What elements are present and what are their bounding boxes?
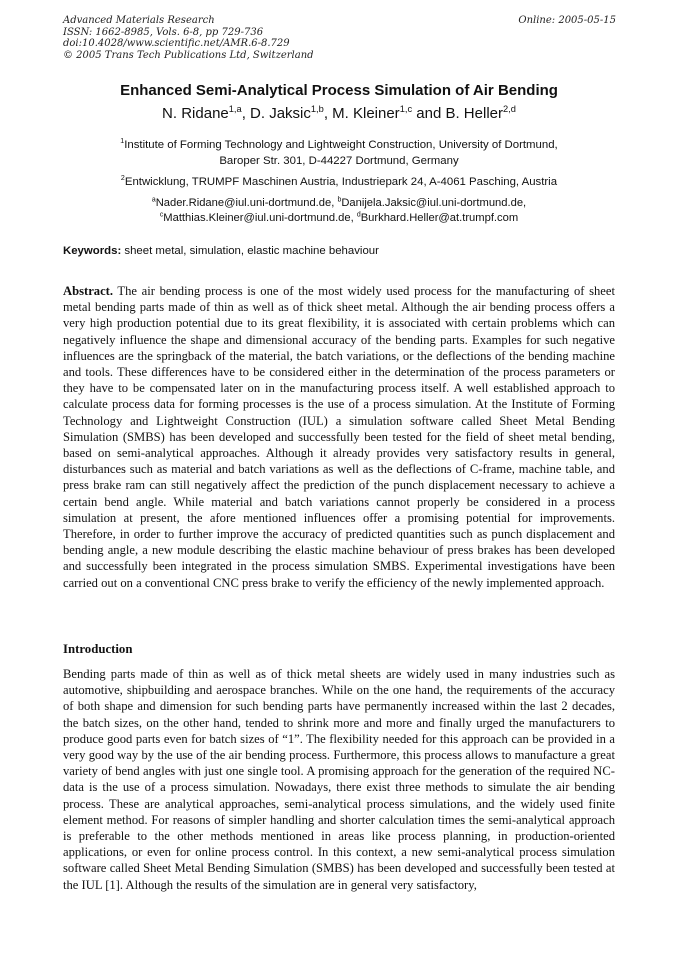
introduction-heading: Introduction: [63, 642, 133, 656]
author-separator: and: [412, 105, 446, 122]
email-mark: a: [151, 196, 156, 204]
author-name: D. Jaksic: [250, 105, 311, 122]
author-list: [0, 105, 678, 122]
affiliation-1: [0, 137, 678, 169]
author-affiliation-mark: 1,a: [228, 104, 242, 114]
affiliation-2: [0, 174, 678, 190]
keywords-label: Keywords:: [63, 245, 122, 257]
email-mark: c: [159, 210, 164, 218]
journal-header: [63, 15, 314, 61]
affiliation-mark: 2: [120, 175, 125, 183]
author-name: M. Kleiner: [332, 105, 400, 122]
paper-title: Enhanced Semi-Analytical Process Simulation of Air Bending: [120, 82, 558, 99]
affiliation-line: Institute of Forming Technology and Lightweight Construction, University of Dortmund,: [124, 139, 558, 151]
email-block: [0, 196, 678, 225]
author-separator: ,: [323, 105, 333, 122]
email-mark: b: [337, 196, 342, 204]
doi-line[interactable]: doi:10.4028/www.scientific.net/AMR.6-8.729: [63, 38, 290, 49]
affiliation-line: Baroper Str. 301, D-44227 Dortmund, Germany: [219, 155, 459, 167]
introduction-paragraph: Bending parts made of thin as well as of thick metal sheets are widely used in many industries such as automotive, shipbuilding and aerospace branches. While on the one hand, the requirements of the accuracy of both shape and dimension for such bending parts have permanently increased within the last 2 decades, the batch sizes, on the other hand, tended to shrink more and more and finally urged the manufacturers to produce good parts even for batch sizes of “1”. The flexibility needed for this approach can be provided in a very good way by the use of the air bending process. Furthermore, this process allows to manufacture a great variety of bend angles with just one single tool. A promising approach for the generation of the required NC-data is the use of a process simulation. Nowadays, there exist three methods to simulate the air bending process. These are analytical approaches, semi-analytical process simulations, and the widely used finite element method. For reasons of simpler handling and shorter calculation times the semi-analytical approach is preferable to the other methods mentioned in areas like process planning, in production-oriented applications, or even for online process control. In this context, a new semi-analytical process simulation software called Sheet Metal Bending Simulation (SMBS) has been developed and successfully been tested at the IUL [1]. Although the results of the simulation are in general very satisfactory,: [63, 667, 615, 892]
abstract-label: Abstract.: [63, 284, 114, 298]
email-address[interactable]: Burkhard.Heller@at.trumpf.com: [360, 211, 519, 224]
email-address[interactable]: Danijela.Jaksic@iul.uni-dortmund.de,: [341, 197, 527, 209]
copyright-line: © 2005 Trans Tech Publications Ltd, Switzerland: [63, 49, 314, 61]
abstract-text: The air bending process is one of the most widely used process for the manufacturing of sheet metal bending parts made of thin as well as of thick sheet metal. Although the air bending process offers a very high production potential due to its great flexibility, it is associated with certain problems which can negatively influence the shape and dimensional accuracy of the bending parts. Examples for such negative influences are the springback of the material, the batch variations, or the deflections of the bending machine and tools. These differences have to be considered either in the determination of the process parameters or they have to be compensated later on in the manufacturing process itself. A well established approach to calculate process data for forming processes is the use of a process simulation. At the Institute of Forming Technology and Lightweight Construction (IUL) a simulation software called Sheet Metal Bending Simulation (SMBS) has been developed and successfully been tested for the field of sheet metal bending, based on semi-analytical approaches. Although it already provides very satisfactory results in general, disturbances such as material and batch variations as well as the deflections of C-frame, machine table, and press brake ram can still negatively affect the prediction of the punch displacement necessary to achieve a certain bend angle. While material and batch variations cannot properly be considered in a process simulation at present, the afore mentioned influences offer a promising potential for improvements. Therefore, in order to further improve the accuracy of predicted quantities such as punch displacement and bending angle, a new module describing the elastic machine behaviour of press brakes has been developed and successfully been integrated in the process simulation SMBS. Experimental investigations have been carried out on a conventional CNC press brake to verify the efficiency of the newly implemented approach.: [63, 284, 615, 590]
journal-name: Advanced Materials Research: [63, 15, 215, 26]
email-address[interactable]: Matthias.Kleiner@iul.uni-dortmund.de,: [163, 211, 357, 224]
author-name: N. Ridane: [162, 105, 229, 122]
keywords-text: sheet metal, simulation, elastic machine behaviour: [121, 245, 379, 257]
affiliation-mark: 1: [120, 138, 125, 146]
email-mark: d: [356, 210, 361, 218]
author-name: B. Heller: [445, 105, 503, 122]
author-affiliation-mark: 1,b: [310, 104, 324, 114]
issn-line: ISSN: 1662-8985, Vols. 6-8, pp 729-736: [63, 26, 264, 38]
author-separator: ,: [241, 105, 251, 122]
email-address[interactable]: Nader.Ridane@iul.uni-dortmund.de,: [155, 197, 338, 209]
online-date: Online: 2005-05-15: [518, 15, 616, 26]
affiliation-line: Entwicklung, TRUMPF Maschinen Austria, Industriepark 24, A-4061 Pasching, Austria: [124, 176, 558, 188]
keywords-line: [63, 245, 615, 257]
abstract-paragraph: [63, 283, 615, 591]
author-affiliation-mark: 1,c: [399, 104, 413, 114]
author-affiliation-mark: 2,d: [503, 104, 516, 114]
